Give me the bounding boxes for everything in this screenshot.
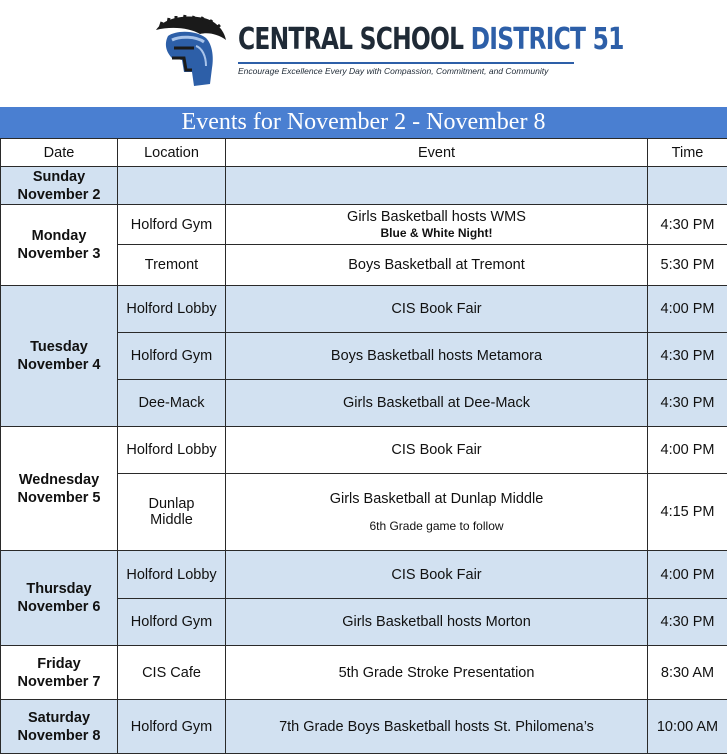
table-row [1, 286, 727, 333]
date-cell [1, 646, 118, 700]
title-part1: CENTRAL SCHOOL [238, 22, 463, 57]
event-cell: 5th Grade Stroke Presentation [226, 646, 648, 700]
day-name: Sunday [33, 169, 85, 185]
day-date: November 7 [17, 674, 100, 690]
day-date: November 4 [17, 357, 100, 373]
table-row [1, 551, 727, 599]
table-row [1, 427, 727, 474]
title-rule [238, 62, 574, 64]
event-title: Girls Basketball hosts WMS [347, 209, 526, 225]
events-table [0, 138, 727, 754]
location-line: Dunlap [149, 496, 195, 512]
location-cell: Holford Lobby [118, 427, 226, 474]
title-part2: DISTRICT 51 [471, 22, 624, 57]
event-cell: 7th Grade Boys Basketball hosts St. Philomena’s [226, 700, 648, 754]
day-name: Tuesday [30, 339, 88, 355]
time-cell: 4:00 PM [648, 551, 727, 599]
time-cell: 4:30 PM [648, 380, 727, 427]
table-row [1, 700, 727, 754]
header [0, 0, 727, 106]
date-cell [1, 700, 118, 754]
day-name: Monday [32, 228, 87, 244]
event-cell: CIS Book Fair [226, 551, 648, 599]
event-cell: Boys Basketball hosts Metamora [226, 333, 648, 380]
day-date: November 6 [17, 599, 100, 615]
header-time: Time [648, 139, 727, 167]
event-title: Girls Basketball at Dunlap Middle [330, 491, 544, 507]
day-date: November 3 [17, 246, 100, 262]
event-cell [226, 205, 648, 245]
tagline: Encourage Excellence Every Day with Compassion, Commitment, and Community [238, 66, 548, 76]
day-date: November 8 [17, 728, 100, 744]
time-cell: 4:30 PM [648, 205, 727, 245]
table-header-row [1, 139, 727, 167]
day-date: November 5 [17, 490, 100, 506]
event-note: 6th Grade game to follow [230, 519, 643, 533]
event-cell: CIS Book Fair [226, 427, 648, 474]
table-row [1, 646, 727, 700]
location-cell: Dee-Mack [118, 380, 226, 427]
date-cell [1, 167, 118, 205]
header-event: Event [226, 139, 648, 167]
location-cell [118, 474, 226, 551]
header-date: Date [1, 139, 118, 167]
location-cell: Holford Lobby [118, 286, 226, 333]
header-location: Location [118, 139, 226, 167]
location-cell [118, 167, 226, 205]
event-cell: Girls Basketball at Dee-Mack [226, 380, 648, 427]
table-row [1, 205, 727, 245]
date-cell [1, 205, 118, 286]
time-cell [648, 167, 727, 205]
event-note: Blue & White Night! [230, 226, 643, 240]
time-cell: 4:00 PM [648, 286, 727, 333]
location-cell: Holford Gym [118, 599, 226, 646]
date-cell [1, 551, 118, 646]
location-line: Middle [150, 512, 193, 528]
location-cell: CIS Cafe [118, 646, 226, 700]
date-cell [1, 427, 118, 551]
event-cell [226, 474, 648, 551]
day-name: Wednesday [19, 472, 99, 488]
time-cell: 4:30 PM [648, 599, 727, 646]
location-cell: Holford Gym [118, 700, 226, 754]
day-name: Saturday [28, 710, 90, 726]
event-cell [226, 167, 648, 205]
table-row [1, 167, 727, 205]
location-cell: Holford Gym [118, 205, 226, 245]
location-cell: Holford Gym [118, 333, 226, 380]
day-date: November 2 [17, 187, 100, 203]
time-cell: 4:15 PM [648, 474, 727, 551]
day-name: Friday [37, 656, 81, 672]
date-cell [1, 286, 118, 427]
district-title [238, 22, 624, 58]
time-cell: 10:00 AM [648, 700, 727, 754]
location-cell: Holford Lobby [118, 551, 226, 599]
event-cell: CIS Book Fair [226, 286, 648, 333]
time-cell: 4:30 PM [648, 333, 727, 380]
event-cell: Boys Basketball at Tremont [226, 245, 648, 286]
event-cell: Girls Basketball hosts Morton [226, 599, 648, 646]
time-cell: 5:30 PM [648, 245, 727, 286]
time-cell: 8:30 AM [648, 646, 727, 700]
spartan-helmet-icon [150, 12, 228, 92]
day-name: Thursday [26, 581, 91, 597]
events-banner: Events for November 2 - November 8 [0, 107, 727, 138]
time-cell: 4:00 PM [648, 427, 727, 474]
location-cell: Tremont [118, 245, 226, 286]
